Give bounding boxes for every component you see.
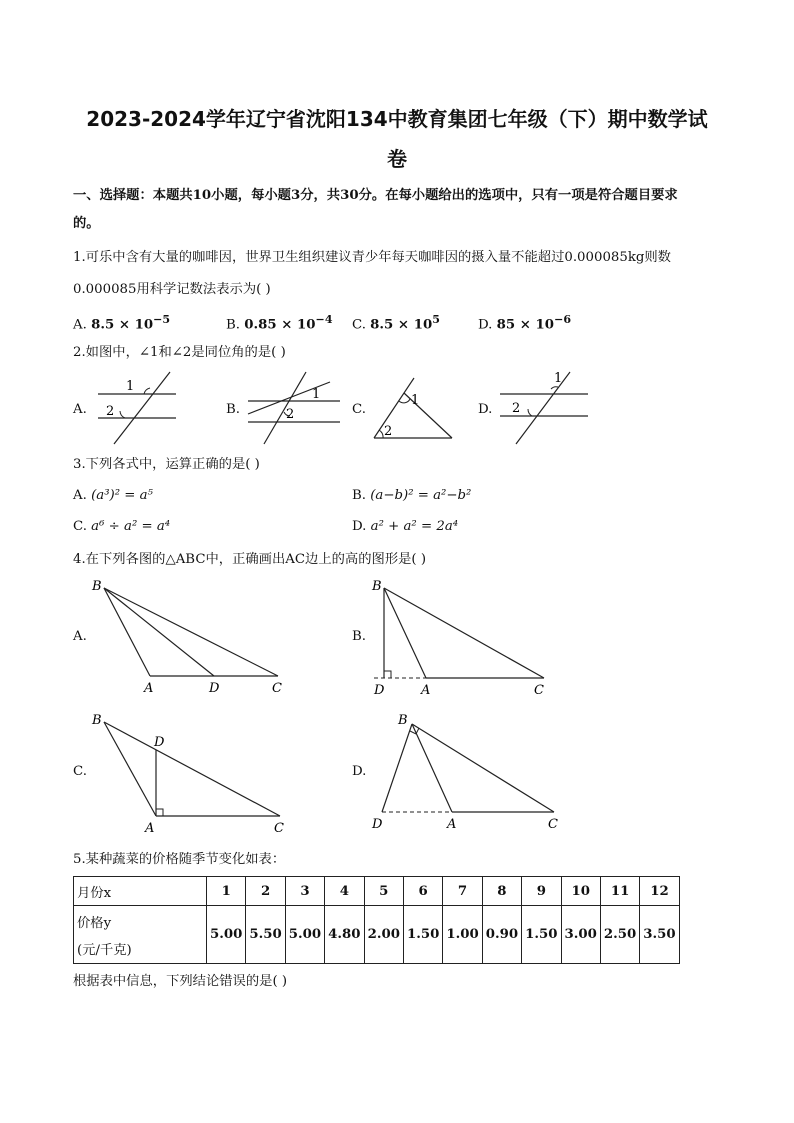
q2c-angle2-label: 2 xyxy=(384,424,393,439)
q4b-label-a: A xyxy=(421,683,431,698)
q3-option-d-expr: a² + a² = 2a⁴ xyxy=(370,519,459,534)
q1-option-d-label: D. xyxy=(478,317,493,333)
q1-option-d[interactable] xyxy=(478,310,571,335)
q4-option-d-label[interactable]: D. xyxy=(352,764,367,779)
q4d-label-c: C xyxy=(548,817,558,832)
q1-stem-line1: 1.可乐中含有大量的咖啡因，世界卫生组织建议青少年每天咖啡因的摄入量不能超过0.000085kg则数 xyxy=(73,250,671,265)
q1-option-c-exp: 5 xyxy=(432,313,440,326)
q4-figure-d xyxy=(368,710,578,836)
q2a-angle2-label: 2 xyxy=(106,404,115,419)
q4a-label-d: D xyxy=(209,681,220,696)
section-heading-line2: 的。 xyxy=(73,216,100,231)
month-cell: 4 xyxy=(325,877,364,906)
q4b-side-bc xyxy=(384,588,544,678)
q2a-angle1-label: 1 xyxy=(126,379,135,394)
q2c-left-side xyxy=(374,378,414,438)
q1-option-b-label: B. xyxy=(226,317,240,333)
q4a-side-ba xyxy=(104,588,150,676)
price-header xyxy=(74,906,207,964)
q4a-segment-bd xyxy=(104,588,214,676)
price-cell: 0.90 xyxy=(482,906,521,964)
q1-option-c-base: 8.5 × 10 xyxy=(370,317,433,333)
price-cell: 5.00 xyxy=(207,906,246,964)
price-cell: 5.50 xyxy=(246,906,285,964)
price-cell: 1.50 xyxy=(522,906,561,964)
q2d-arc-2 xyxy=(528,409,532,416)
q2b-angle2-label: 2 xyxy=(286,407,295,422)
q2d-angle1-label: 1 xyxy=(554,371,563,386)
q4-option-a-label[interactable]: A. xyxy=(73,629,87,644)
price-header-line2: (元/千克) xyxy=(77,942,132,958)
q2a-arc-2 xyxy=(120,411,125,418)
q4d-label-d: D xyxy=(372,817,383,832)
q4-figure-b xyxy=(368,576,568,700)
q4c-label-d: D xyxy=(154,735,165,750)
price-cell: 4.80 xyxy=(325,906,364,964)
price-header-line1: 价格y xyxy=(77,915,112,931)
q3-option-b-label: B. xyxy=(352,488,366,503)
q4b-right-angle-mark xyxy=(384,671,391,678)
q1-option-b-base: 0.85 × 10 xyxy=(244,317,316,333)
price-cell: 3.00 xyxy=(561,906,600,964)
q1-stem-line2: 0.000085用科学记数法表示为( ) xyxy=(73,282,271,297)
q1-option-a-base: 8.5 × 10 xyxy=(91,317,154,333)
q1-option-a-label: A. xyxy=(73,317,87,333)
q1-option-c-label: C. xyxy=(352,317,366,333)
q2b-angle1-label: 1 xyxy=(312,387,321,402)
q3-option-c[interactable] xyxy=(73,517,170,537)
q2c-angle1-label: 1 xyxy=(411,393,420,408)
q4-figure-a xyxy=(88,576,298,700)
q2-option-c-label[interactable]: C. xyxy=(352,402,366,417)
q3-option-a[interactable] xyxy=(73,486,153,506)
q2-stem: 2.如图中，∠1和∠2是同位角的是( ) xyxy=(73,345,286,360)
q1-option-b-exp: −4 xyxy=(315,313,333,326)
price-cell: 5.00 xyxy=(285,906,324,964)
q4b-label-b: B xyxy=(372,579,382,594)
q3-option-d-label: D. xyxy=(352,519,367,534)
q1-option-d-exp: −6 xyxy=(554,313,572,326)
q2-option-a-label[interactable]: A. xyxy=(73,402,87,417)
month-cell: 7 xyxy=(443,877,482,906)
price-cell: 1.50 xyxy=(403,906,442,964)
q4-stem: 4.在下列各图的△ABC中，正确画出AC边上的高的图形是( ) xyxy=(73,552,427,567)
q2c-arc-2 xyxy=(379,430,383,438)
q4b-label-c: C xyxy=(534,683,544,698)
q4d-segment-bd xyxy=(382,724,412,812)
q2-figure-b xyxy=(244,368,344,448)
q1-option-a-exp: −5 xyxy=(153,313,171,326)
month-cell: 5 xyxy=(364,877,403,906)
q2-figure-c xyxy=(370,372,460,447)
q4c-right-angle-mark xyxy=(156,809,163,816)
q3-option-b-expr: (a−b)² = a²−b² xyxy=(370,488,472,503)
q3-option-a-expr: (a³)² = a⁵ xyxy=(91,488,153,503)
section-heading-line1: 一、选择题：本题共10小题，每小题3分，共30分。在每小题给出的选项中，只有一项是符合题目要求 xyxy=(73,188,678,203)
q2d-angle2-label: 2 xyxy=(512,401,521,416)
q4-figure-c xyxy=(88,710,298,836)
q2a-arc-1 xyxy=(144,388,150,394)
exam-title-line2: 卷 xyxy=(387,147,407,171)
q2-option-b-label[interactable]: B. xyxy=(226,402,240,417)
q4a-label-c: C xyxy=(272,681,282,696)
month-header: 月份x xyxy=(74,877,207,906)
q2-figure-d xyxy=(496,368,592,448)
price-cell: 2.00 xyxy=(364,906,403,964)
q4-option-b-label[interactable]: B. xyxy=(352,629,366,644)
month-cell: 1 xyxy=(207,877,246,906)
q2-figure-a xyxy=(90,368,180,448)
q4d-label-b: B xyxy=(398,713,408,728)
q1-option-b[interactable] xyxy=(226,310,333,335)
q4c-label-a: A xyxy=(145,821,155,836)
q2-option-d-label[interactable]: D. xyxy=(478,402,493,417)
q3-stem: 3.下列各式中，运算正确的是( ) xyxy=(73,457,260,472)
q3-option-c-label: C. xyxy=(73,519,87,534)
price-cell: 1.00 xyxy=(443,906,482,964)
month-cell: 8 xyxy=(482,877,521,906)
price-table-row-months xyxy=(74,877,680,906)
q4a-label-a: A xyxy=(144,681,154,696)
q3-option-d[interactable] xyxy=(352,517,458,537)
q2a-transversal xyxy=(114,372,170,444)
price-table-row-prices xyxy=(74,906,680,964)
month-cell: 11 xyxy=(600,877,639,906)
q4a-label-b: B xyxy=(92,579,102,594)
price-cell: 2.50 xyxy=(600,906,639,964)
q4a-side-bc xyxy=(104,588,278,676)
month-cell: 3 xyxy=(285,877,324,906)
q4d-side-ba xyxy=(412,724,452,812)
q3-option-a-label: A. xyxy=(73,488,87,503)
month-cell: 9 xyxy=(522,877,561,906)
price-cell: 3.50 xyxy=(640,906,679,964)
q1-option-a[interactable] xyxy=(73,310,170,335)
q4-option-c-label[interactable]: C. xyxy=(73,764,87,779)
q4d-side-bc xyxy=(412,724,554,812)
q3-option-b[interactable] xyxy=(352,486,471,506)
q5-after-text: 根据表中信息，下列结论错误的是( ) xyxy=(73,974,288,989)
q1-option-c[interactable] xyxy=(352,310,440,335)
q4b-side-ba xyxy=(384,588,426,678)
month-cell: 2 xyxy=(246,877,285,906)
q4d-label-a: A xyxy=(447,817,457,832)
q2b-transversal xyxy=(264,372,306,444)
month-cell: 6 xyxy=(403,877,442,906)
q4c-label-c: C xyxy=(274,821,284,836)
q4c-label-b: B xyxy=(92,713,102,728)
q4b-label-d: D xyxy=(374,683,385,698)
price-table xyxy=(73,876,680,964)
q1-option-d-base: 85 × 10 xyxy=(496,317,555,333)
q3-option-c-expr: a⁶ ÷ a² = a⁴ xyxy=(91,519,171,534)
exam-title-line1: 2023-2024学年辽宁省沈阳134中教育集团七年级（下）期中数学试 xyxy=(86,107,708,131)
month-cell: 10 xyxy=(561,877,600,906)
q2c-arc-1 xyxy=(399,399,410,403)
month-cell: 12 xyxy=(640,877,679,906)
q5-stem: 5.某种蔬菜的价格随季节变化如表： xyxy=(73,852,286,867)
